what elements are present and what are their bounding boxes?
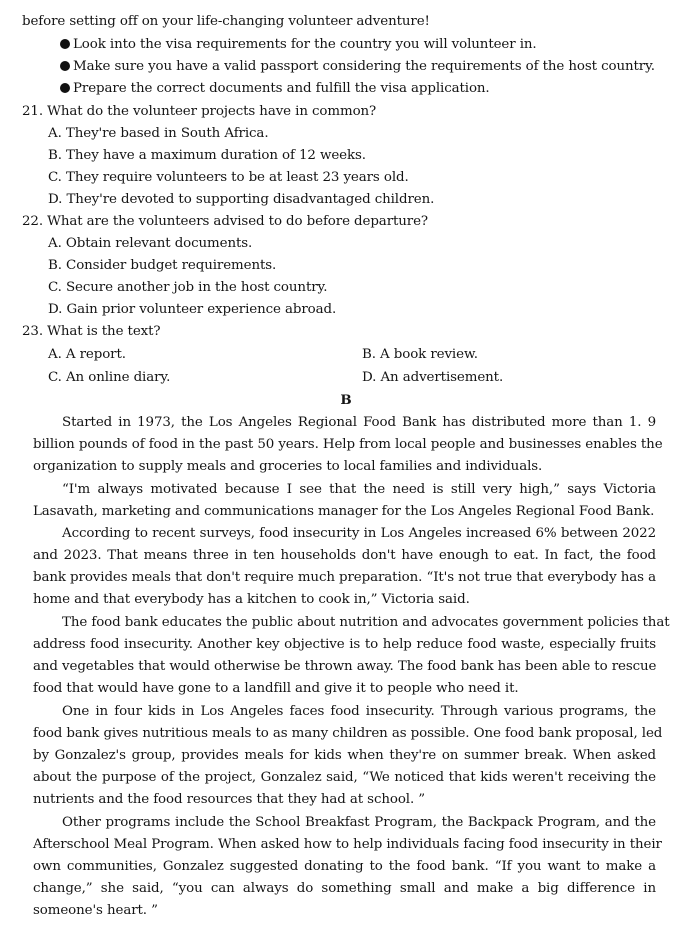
passage-line: Started in 1973, the Los Angeles Regional Food Bank has distributed more than 1. 9 — [62, 415, 656, 430]
passage-line: and 2023. That means three in ten households don't have enough to eat. In fact, the food — [33, 548, 656, 563]
passage-line: Other programs include the School Breakfast Program, the Backpack Program, and the — [62, 815, 656, 830]
passage-line: address food insecurity. Another key objective is to help reduce food waste, especially fruits — [33, 637, 656, 652]
question-option: A. Obtain relevant documents. — [48, 236, 253, 251]
bullet-icon — [60, 39, 70, 49]
passage-line: organization to supply meals and groceries to local families and individuals. — [33, 459, 543, 474]
passage-line: bank provides meals that don't require much preparation. “It's not true that everybody has a — [33, 570, 656, 585]
passage-line: own communities, Gonzalez suggested donating to the food bank. “If you want to make a — [33, 859, 656, 874]
question-option: D. Gain prior volunteer experience abroad. — [48, 302, 337, 317]
passage-line: home and that everybody has a kitchen to cook in,” Victoria said. — [33, 592, 470, 607]
tip-item — [60, 58, 655, 76]
passage-line: The food bank educates the public about nutrition and advocates government policies that — [62, 615, 670, 630]
passage-line: food that would have gone to a landfill and give it to people who need it. — [33, 681, 519, 696]
question-option: D. An advertisement. — [362, 370, 504, 385]
question-option: C. An online diary. — [48, 370, 171, 385]
tip-item — [60, 80, 490, 98]
tip-text: Prepare the correct documents and fulfill the visa application. — [73, 81, 490, 96]
passage-line: Afterschool Meal Program. When asked how to help individuals facing food insecurity in their — [33, 837, 662, 852]
tip-item — [60, 36, 537, 54]
question-stem: 23. What is the text? — [22, 324, 161, 339]
question-option: C. Secure another job in the host country. — [48, 280, 328, 295]
question-option: C. They require volunteers to be at least 23 years old. — [48, 170, 409, 185]
passage-line: Lasavath, marketing and communications manager for the Los Angeles Regional Food Bank. — [33, 504, 655, 519]
passage-line: change,” she said, “you can always do something small and make a big difference in — [33, 881, 656, 896]
question-option: A. A report. — [48, 347, 126, 362]
question-option: B. A book review. — [362, 347, 478, 362]
intro-tail: before setting off on your life-changing volunteer adventure! — [22, 14, 430, 29]
passage-line: by Gonzalez's group, provides meals for kids when they're on summer break. When asked — [33, 748, 656, 763]
question-stem: 21. What do the volunteer projects have in common? — [22, 104, 377, 119]
tip-text: Make sure you have a valid passport considering the requirements of the host country. — [73, 59, 655, 74]
passage-line: billion pounds of food in the past 50 years. Help from local people and businesses enables the — [33, 437, 663, 452]
bullet-icon — [60, 61, 70, 71]
question-option: B. They have a maximum duration of 12 weeks. — [48, 148, 366, 163]
question-stem: 22. What are the volunteers advised to do before departure? — [22, 214, 429, 229]
passage-line: food bank gives nutritious meals to as many children as possible. One food bank proposal, led — [33, 726, 663, 741]
passage-line: about the purpose of the project, Gonzalez said, “We noticed that kids weren't receiving the — [33, 770, 656, 785]
question-option: A. They're based in South Africa. — [48, 126, 269, 141]
bullet-icon — [60, 83, 70, 93]
tip-text: Look into the visa requirements for the country you will volunteer in. — [73, 37, 537, 52]
passage-line: According to recent surveys, food insecurity in Los Angeles increased 6% between 2022 — [62, 526, 656, 541]
section-heading: B — [340, 392, 352, 408]
passage-line: One in four kids in Los Angeles faces food insecurity. Through various programs, the — [62, 704, 656, 719]
passage-line: “I'm always motivated because I see that the need is still very high,” says Victoria — [62, 482, 656, 497]
question-option: B. Consider budget requirements. — [48, 258, 277, 273]
passage-line: someone's heart. ” — [33, 903, 158, 918]
passage-line: nutrients and the food resources that they had at school. ” — [33, 792, 426, 807]
passage-line: and vegetables that would otherwise be thrown away. The food bank has been able to rescue — [33, 659, 657, 674]
question-option: D. They're devoted to supporting disadvantaged children. — [48, 192, 435, 207]
